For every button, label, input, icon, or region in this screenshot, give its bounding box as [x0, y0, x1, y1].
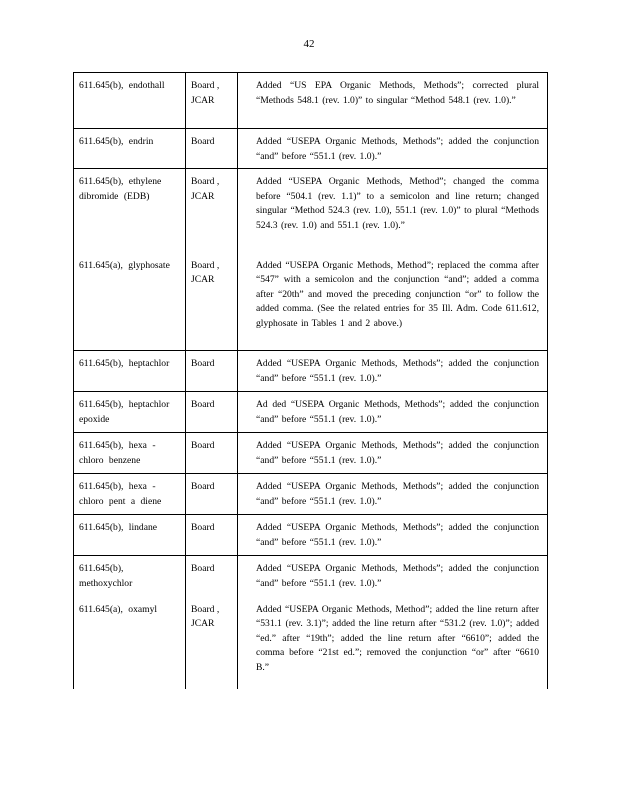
- description-text: Added “USEPA Organic Methods, Method”; replaced the comma after “547” with a semicolon and the conjunction “and”; added a comma after “20th” and moved the preceding conjunction “or” to follow the added comma. (See the related entries for 35 Ill. Adm. Code 611.612, glyphosate in Tables 1 and 2 above.): [256, 259, 539, 329]
- section-text: 611.645(a), oxamyl: [79, 603, 158, 615]
- table-row: [74, 433, 548, 474]
- agency-cell: [186, 129, 238, 169]
- description-text: Added “USEPA Organic Methods, Methods”; added the conjunction “and” before “551.1 (rev. 1.0).”: [256, 522, 539, 548]
- section-cell: [74, 556, 186, 597]
- agency-text: Board , JCAR: [191, 80, 220, 106]
- section-text: 611.645(b), hexa - chloro benzene: [79, 440, 156, 466]
- agency-cell: [186, 433, 238, 474]
- table-row: [74, 515, 548, 556]
- table-row: [74, 169, 548, 253]
- page-number: 42: [303, 38, 315, 50]
- agency-text: Board , JCAR: [191, 603, 220, 629]
- description-cell: [238, 433, 548, 474]
- section-text: 611.645(b), endrin: [79, 136, 154, 147]
- description-cell: [238, 169, 548, 253]
- agency-cell: [186, 392, 238, 433]
- table-row: [74, 73, 548, 129]
- description-cell: [238, 351, 548, 392]
- section-cell: [74, 515, 186, 556]
- description-cell: [238, 515, 548, 556]
- section-cell: [74, 73, 186, 129]
- table-row: [74, 253, 548, 351]
- section-text: 611.645(b), ethylene dibromide (EDB): [79, 176, 162, 202]
- section-cell: [74, 597, 186, 689]
- agency-cell: [186, 253, 238, 351]
- agency-text: Board: [191, 399, 215, 410]
- section-text: 611.645(b), hexa - chloro pent a diene: [79, 481, 162, 507]
- agency-text: Board: [191, 136, 215, 147]
- description-text: Added “US EPA Organic Methods, Methods”; corrected plural “Methods 548.1 (rev. 1.0)” to singular “Method 548.1 (rev. 1.0).”: [256, 80, 539, 106]
- section-cell: [74, 392, 186, 433]
- agency-text: Board: [191, 358, 215, 369]
- agency-text: Board: [191, 481, 215, 492]
- agency-cell: [186, 73, 238, 129]
- agency-cell: [186, 169, 238, 253]
- section-text: 611.645(b), heptachlor epoxide: [79, 399, 170, 425]
- agency-text: Board: [191, 440, 215, 451]
- description-cell: [238, 392, 548, 433]
- table-row: [74, 392, 548, 433]
- description-cell: [238, 129, 548, 169]
- agency-cell: [186, 556, 238, 597]
- section-text: 611.645(b), lindane: [79, 522, 158, 533]
- agency-text: Board , JCAR: [191, 259, 220, 285]
- description-cell: [238, 73, 548, 129]
- description-cell: [238, 474, 548, 515]
- agency-text: Board: [191, 522, 215, 533]
- description-text: Ad ded “USEPA Organic Methods, Methods”; added the conjunction “and” before “551.1 (rev. 1.0).”: [256, 399, 539, 425]
- table-row: [74, 556, 548, 597]
- description-cell: [238, 597, 548, 689]
- agency-text: Board , JCAR: [191, 176, 220, 202]
- description-text: Added “USEPA Organic Methods, Methods”; added the conjunction “and” before “551.1 (rev. 1.0).”: [256, 481, 539, 507]
- section-cell: [74, 433, 186, 474]
- description-text: Added “USEPA Organic Methods, Method”; changed the comma before “504.1 (rev. 1.1)” to a semicolon and line return; changed singular “Method 524.3 (rev. 1.0), 551.1 (rev. 1.0)” to plural “Methods 524.3 (rev. 1.0) and 551.1 (rev. 1.0).”: [256, 176, 539, 231]
- agency-cell: [186, 474, 238, 515]
- section-text: 611.645(b), heptachlor: [79, 358, 170, 369]
- description-text: Added “USEPA Organic Methods, Methods”; added the conjunction “and” before “551.1 (rev. 1.0).”: [256, 440, 539, 466]
- section-cell: [74, 169, 186, 253]
- table-row: [74, 474, 548, 515]
- description-cell: [238, 253, 548, 351]
- description-text: Added “USEPA Organic Methods, Methods”; added the conjunction “and” before “551.1 (rev. 1.0).”: [256, 563, 539, 589]
- description-text: Added “USEPA Organic Methods, Methods”; added the conjunction “and” before “551.1 (rev. 1.0).”: [256, 136, 539, 162]
- section-text: 611.645(b), endothall: [79, 80, 165, 91]
- section-cell: [74, 253, 186, 351]
- agency-cell: [186, 351, 238, 392]
- table-row: [74, 351, 548, 392]
- section-text: 611.645(a), glyphosate: [79, 259, 170, 271]
- agency-cell: [186, 515, 238, 556]
- description-text: Added “USEPA Organic Methods, Method”; added the line return after “531.1 (rev. 3.1)”; added the line return after “531.2 (rev. 1.0)”; added “ed.” after “19th”; added the line return after “6610”; added the comma before “21st ed.”; removed the conjunction “or” after “6610 B.”: [256, 603, 539, 673]
- section-cell: [74, 351, 186, 392]
- agency-text: Board: [191, 563, 215, 574]
- description-text: Added “USEPA Organic Methods, Methods”; added the conjunction “and” before “551.1 (rev. 1.0).”: [256, 358, 539, 384]
- amendments-table: [73, 72, 548, 689]
- description-cell: [238, 556, 548, 597]
- table-row: [74, 129, 548, 169]
- agency-cell: [186, 597, 238, 689]
- table-row: [74, 597, 548, 689]
- section-cell: [74, 474, 186, 515]
- section-cell: [74, 129, 186, 169]
- section-text: 611.645(b), methoxychlor: [79, 563, 133, 589]
